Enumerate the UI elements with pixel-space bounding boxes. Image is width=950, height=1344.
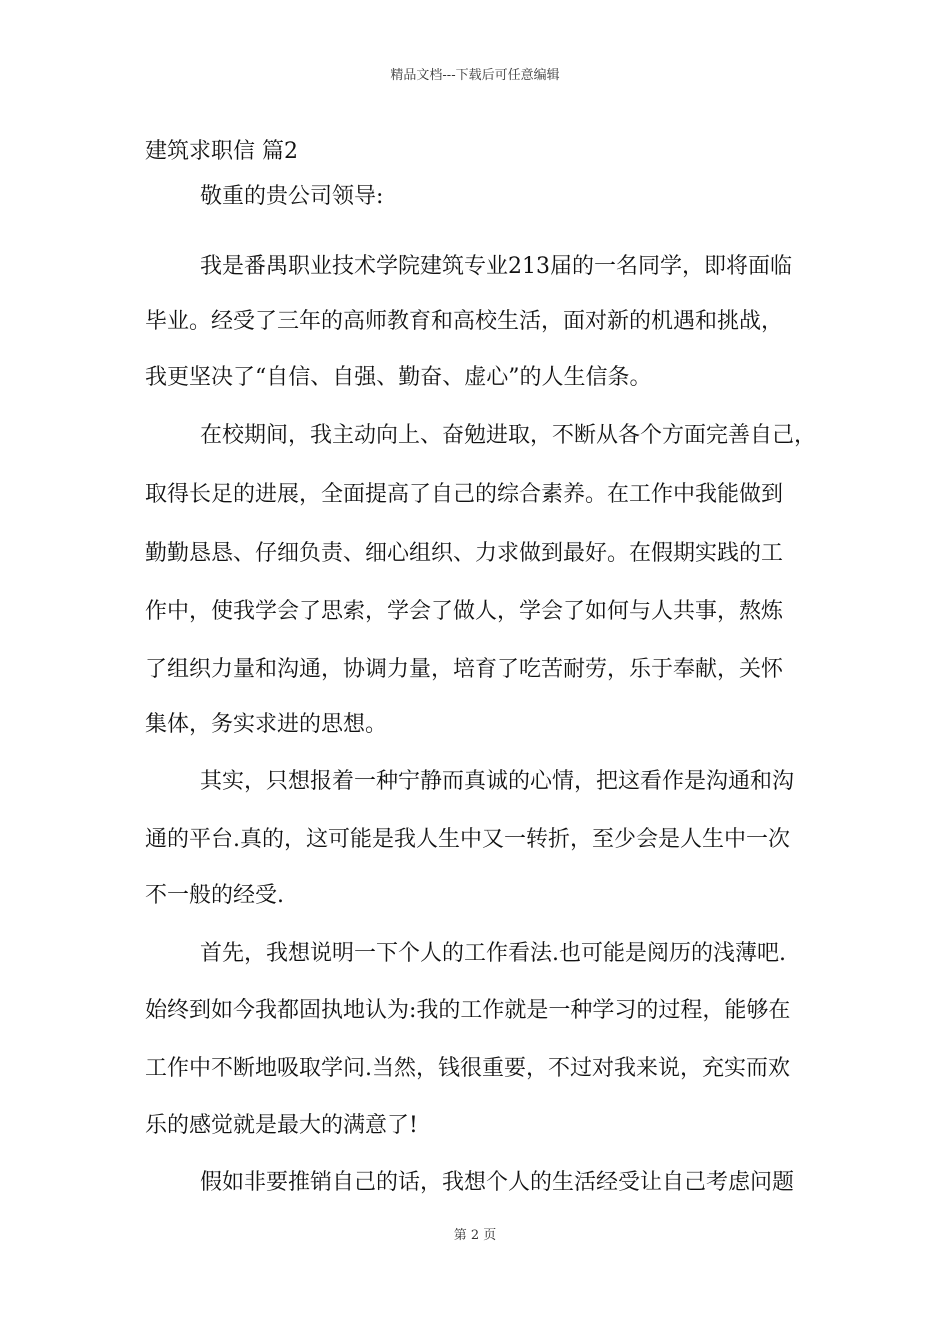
page-header: 精品文档---下载后可任意编辑 — [390, 68, 560, 83]
paragraph-line: 集体，务实求进的思想。 — [145, 712, 388, 737]
paragraph-line: 乐的感觉就是最大的满意了! — [145, 1113, 418, 1138]
paragraph-line: 其实，只想报着一种宁静而真诚的心情，把这看作是沟通和沟 — [200, 769, 795, 794]
paragraph-line: 首先，我想说明一下个人的工作看法.也可能是阅历的浅薄吧. — [200, 941, 786, 966]
paragraph-line: 不一般的经受. — [145, 883, 284, 908]
paragraph-line: 工作中不断地吸取学问.当然，钱很重要，不过对我来说，充实而欢 — [145, 1056, 790, 1081]
paragraph-line: 通的平台.真的，这可能是我人生中又一转折，至少会是人生中一次 — [145, 827, 790, 852]
paragraph-line: 我是番禺职业技术学院建筑专业213届的一名同学，即将面临 — [200, 254, 792, 279]
paragraph-line: 在校期间，我主动向上、奋勉进取，不断从各个方面完善自己， — [200, 423, 817, 448]
paragraph-line: 我更坚决了“自信、自强、勤奋、虚心”的人生信条。 — [145, 365, 652, 390]
document-title: 建筑求职信 篇2 — [145, 139, 298, 164]
paragraph-line: 作中，使我学会了思索，学会了做人，学会了如何与人共事，熬炼 — [145, 599, 784, 624]
paragraph-line: 假如非要推销自己的话，我想个人的生活经受让自己考虑问题 — [200, 1170, 795, 1195]
salutation: 敬重的贵公司领导: — [200, 184, 384, 209]
paragraph-line: 了组织力量和沟通，协调力量，培育了吃苦耐劳，乐于奉献，关怀 — [145, 657, 784, 682]
page-number: 第 2 页 — [453, 1228, 497, 1243]
paragraph-line: 勤勤恳恳、仔细负责、细心组织、力求做到最好。在假期实践的工 — [145, 541, 784, 566]
paragraph-line: 始终到如今我都固执地认为:我的工作就是一种学习的过程，能够在 — [145, 998, 791, 1023]
paragraph-line: 取得长足的进展，全面提高了自己的综合素养。在工作中我能做到 — [145, 482, 784, 507]
paragraph-line: 毕业。经受了三年的高师教育和高校生活，面对新的机遇和挑战， — [145, 309, 784, 334]
